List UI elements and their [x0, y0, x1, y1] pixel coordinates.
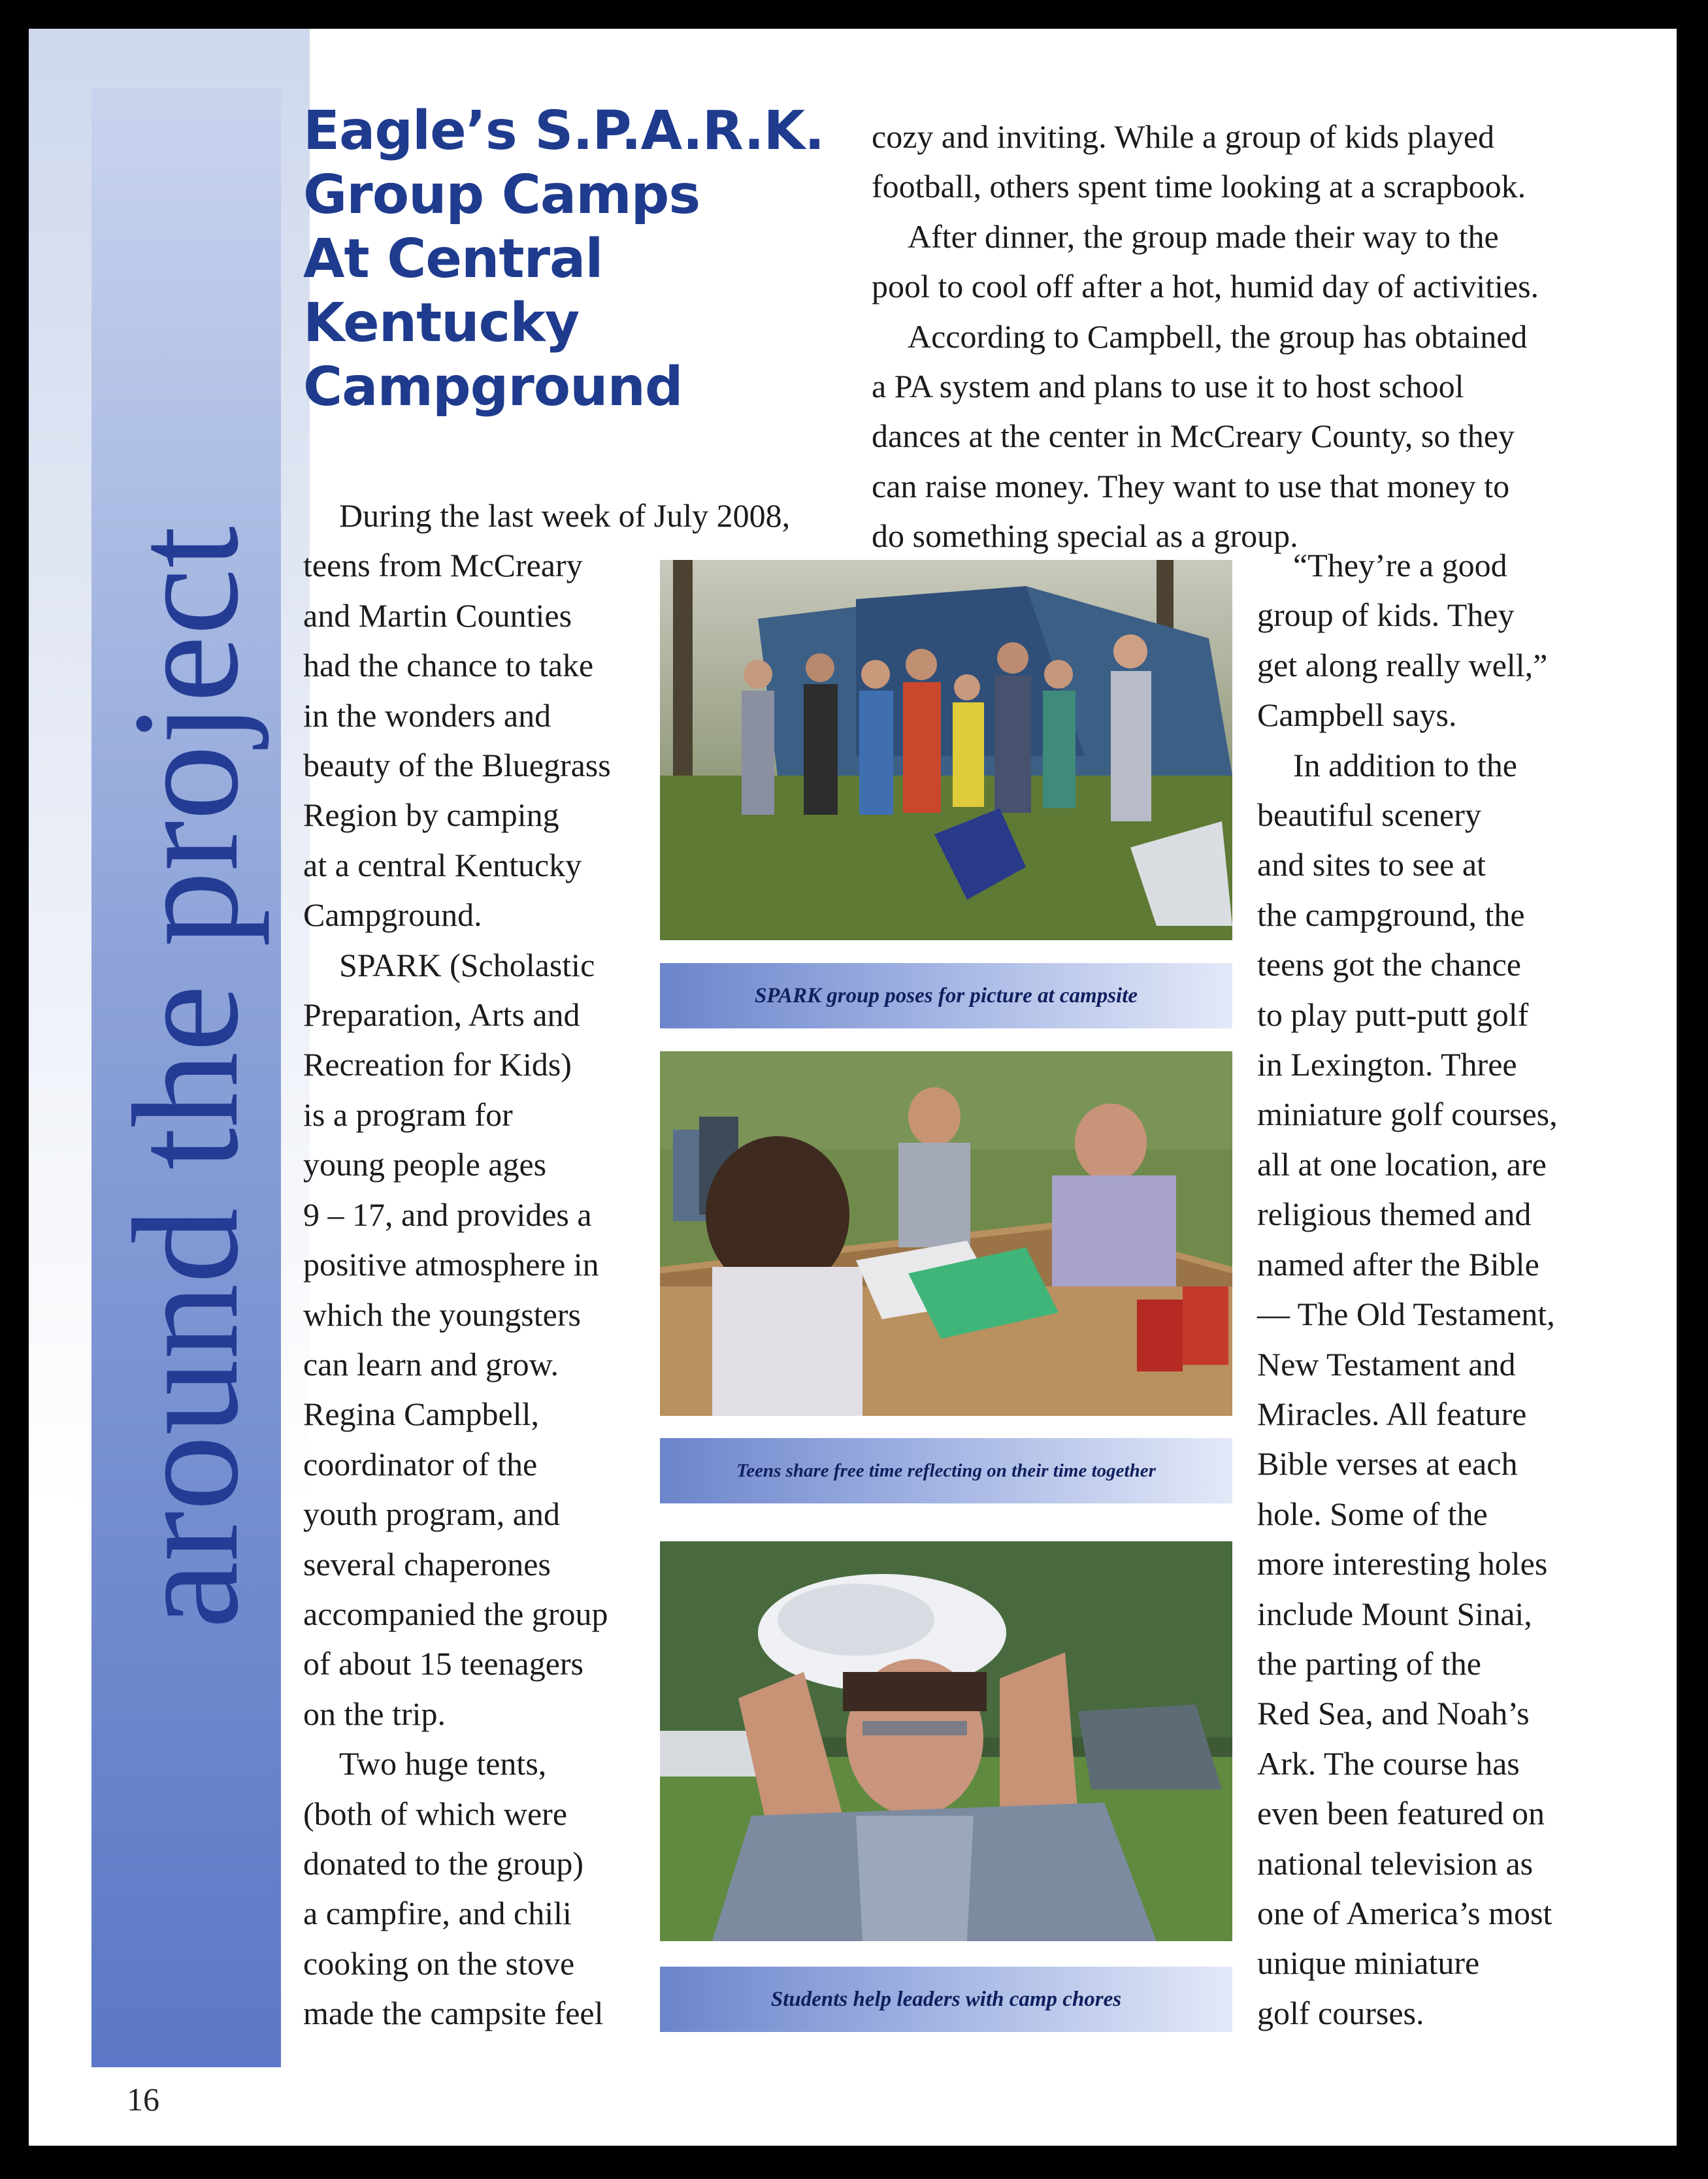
photo-caption: SPARK group poses for picture at campsite	[754, 983, 1138, 1008]
text-line: Two huge tents,	[339, 1745, 547, 1782]
text-line: Miracles. All feature	[1257, 1395, 1527, 1432]
text-line: on the trip.	[303, 1695, 446, 1732]
text-line: hole. Some of the	[1257, 1495, 1488, 1532]
text-line: donated to the group)	[303, 1844, 584, 1882]
text-line: in the wonders and	[303, 696, 551, 734]
text-line: include Mount Sinai,	[1257, 1595, 1532, 1632]
text-line: (both of which were	[303, 1795, 568, 1832]
text-line: the parting of the	[1257, 1645, 1481, 1682]
text-line: unique miniature	[1257, 1944, 1480, 1982]
photo-caption: Teens share free time reflecting on their time together	[736, 1460, 1156, 1481]
photo-caption-box	[660, 1967, 1232, 2032]
text-line: coordinator of the	[303, 1445, 538, 1483]
text-line: dances at the center in McCreary County, so they	[872, 418, 1515, 455]
title-line: Group Camps	[303, 164, 700, 226]
title-line: Eagle’s S.P.A.R.K.	[303, 100, 825, 162]
text-line: In addition to the	[1293, 746, 1517, 783]
text-line: and sites to see at	[1257, 846, 1486, 883]
text-line: all at one location, are	[1257, 1145, 1547, 1183]
photo-chores-illustration	[660, 1541, 1232, 1941]
text-line: can learn and grow.	[303, 1345, 559, 1383]
photo-group-at-campsite	[660, 560, 1232, 940]
column-right	[1257, 540, 1662, 2038]
text-line: a campfire, and chili	[303, 1895, 572, 1932]
text-line: Preparation, Arts and	[303, 996, 580, 1034]
text-line: Campbell says.	[1257, 696, 1457, 734]
text-line: Regina Campbell,	[303, 1396, 540, 1433]
text-line: Recreation for Kids)	[303, 1046, 572, 1083]
text-line: 9 – 17, and provides a	[303, 1196, 592, 1233]
text-line: golf courses.	[1257, 1994, 1424, 2031]
text-line: group of kids. They	[1257, 597, 1515, 634]
text-line: do something special as a group.	[872, 517, 1298, 555]
text-line: several chaperones	[303, 1545, 551, 1582]
text-line: can raise money. They want to use that money to	[872, 467, 1510, 504]
title-line: At Central	[303, 228, 603, 290]
photo-scrapbook-illustration	[660, 1051, 1232, 1416]
text-line: accompanied the group	[303, 1595, 608, 1632]
text-line: pool to cool off after a hot, humid day of activities.	[872, 268, 1539, 305]
text-line: “They’re a good	[1293, 547, 1507, 583]
article-title	[303, 99, 878, 419]
text-line: Bible verses at each	[1257, 1445, 1518, 1483]
text-line: cooking on the stove	[303, 1944, 575, 1982]
text-line: SPARK (Scholastic	[339, 946, 595, 983]
text-line: young people ages	[303, 1146, 547, 1183]
sidebar-label: around the project	[102, 526, 270, 1629]
text-line: teens got the chance	[1257, 946, 1521, 983]
text-line: to play putt-putt golf	[1257, 996, 1529, 1033]
text-line: youth program, and	[303, 1496, 560, 1533]
text-line: more interesting holes	[1257, 1545, 1548, 1582]
text-line: positive atmosphere in	[303, 1246, 599, 1283]
photo-student-chores	[660, 1541, 1232, 1941]
title-line: Kentucky	[303, 292, 580, 354]
photo-teens-scrapbook	[660, 1051, 1232, 1416]
text-line: Red Sea, and Noah’s	[1257, 1695, 1530, 1732]
text-line: New Testament and	[1257, 1345, 1516, 1383]
photo-caption-box	[660, 963, 1232, 1028]
text-line: national television as	[1257, 1844, 1534, 1882]
photo-group-illustration	[660, 560, 1232, 940]
column-middle-text	[872, 112, 1656, 561]
text-line: is a program for	[303, 1096, 513, 1133]
text-line: During the last week of July 2008,	[339, 497, 791, 534]
text-line: beautiful scenery	[1257, 796, 1481, 834]
text-line: even been featured on	[1257, 1795, 1545, 1832]
text-line: get along really well,”	[1257, 646, 1548, 683]
text-line: — The Old Testament,	[1257, 1296, 1555, 1333]
title-line: Campground	[303, 356, 683, 418]
photo-caption-box	[660, 1438, 1232, 1503]
text-line: teens from McCreary	[303, 547, 583, 584]
text-line: beauty of the Bluegrass	[303, 747, 611, 784]
text-line: and Martin Counties	[303, 597, 572, 634]
text-line: one of America’s most	[1257, 1894, 1552, 1931]
text-line: of about 15 teenagers	[303, 1645, 584, 1682]
text-line: named after the Bible	[1257, 1245, 1539, 1283]
text-line: in Lexington. Three	[1257, 1046, 1517, 1083]
page-number: 16	[127, 2081, 159, 2118]
text-line: which the youngsters	[303, 1296, 581, 1333]
text-line: Ark. The course has	[1257, 1745, 1520, 1782]
text-line: made the campsite feel	[303, 1995, 604, 2032]
text-line: football, others spent time looking at a scrapbook.	[872, 168, 1526, 205]
text-line: the campground, the	[1257, 896, 1525, 933]
photo-caption: Students help leaders with camp chores	[770, 1987, 1122, 2011]
magazine-page	[29, 29, 1677, 2146]
text-line: Campground.	[303, 896, 482, 934]
text-line: had the chance to take	[303, 647, 594, 684]
text-line: religious themed and	[1257, 1196, 1532, 1233]
text-line: According to Campbell, the group has obtained	[908, 318, 1528, 355]
text-line: cozy and inviting. While a group of kids played	[872, 118, 1495, 155]
text-line: After dinner, the group made their way to the	[908, 218, 1499, 255]
text-line: at a central Kentucky	[303, 846, 582, 883]
text-line: miniature golf courses,	[1257, 1096, 1558, 1133]
text-line: Region by camping	[303, 796, 559, 834]
text-line: a PA system and plans to use it to host school	[872, 368, 1464, 405]
